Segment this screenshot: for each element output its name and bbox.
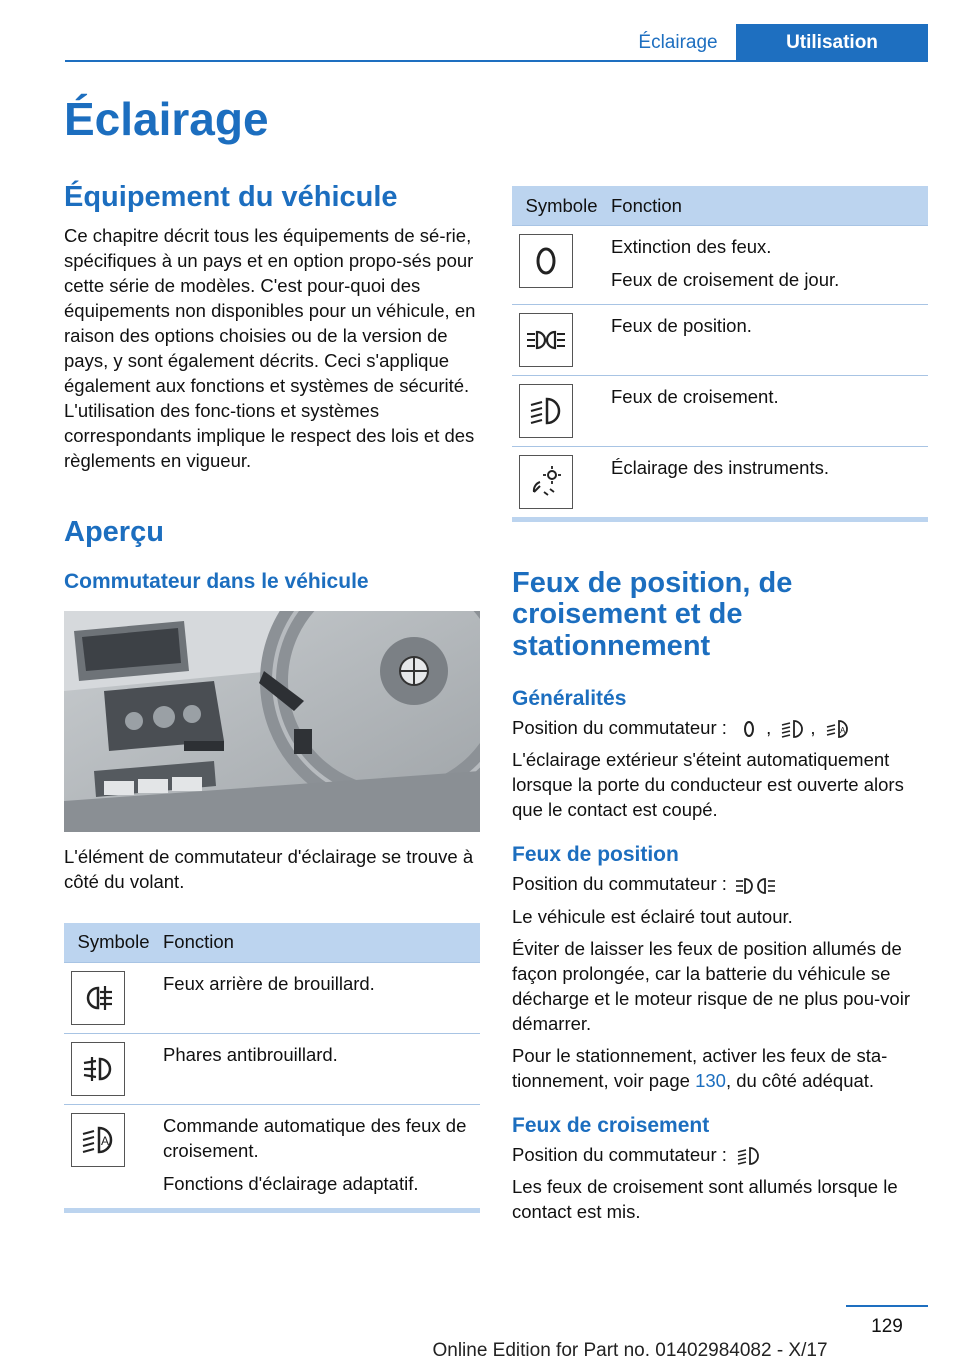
separator: , xyxy=(766,717,772,739)
low-beam-text: Les feux de croisement sont allumés lorsque le contact est mis. xyxy=(512,1175,898,1222)
svg-text:A: A xyxy=(101,1133,110,1148)
general-text: L'éclairage extérieur s'éteint automatiquement lorsque la porte du conducteur est ouverte alors que le contact est coupé. xyxy=(512,749,904,821)
header-section-tab[interactable]: Éclairage xyxy=(638,32,718,53)
header-rule xyxy=(65,60,928,62)
instrument-lighting-icon xyxy=(519,455,573,509)
parking-text-1: Le véhicule est éclairé tout autour. xyxy=(512,905,793,927)
dashboard-illustration xyxy=(64,611,480,832)
lights-off-icon xyxy=(519,234,573,288)
switch-position-label: Position du commutateur : xyxy=(512,873,727,895)
dashboard-photo xyxy=(64,611,480,832)
table-row xyxy=(64,1033,480,1104)
parking-text-3-before: Pour le stationnement, activer les feux de sta‐tionnement, voir page xyxy=(512,1044,888,1091)
automatic-headlight-icon xyxy=(823,718,853,740)
left-symbol-table xyxy=(64,923,480,1208)
row-text: Feux arrière de brouillard. xyxy=(163,972,375,994)
footer-edition: Online Edition for Part no. 01402984082 - X/17 xyxy=(432,1340,828,1361)
right-symbol-table xyxy=(512,186,928,517)
table-end-bar xyxy=(64,1208,480,1213)
footer-rule xyxy=(846,1305,928,1307)
parking-lights-icon xyxy=(734,875,778,897)
separator: , xyxy=(810,717,816,739)
general-switch-positions xyxy=(512,715,928,740)
rear-fog-light-icon xyxy=(71,971,125,1025)
table-row xyxy=(512,305,928,376)
col-function-header: Fonction xyxy=(611,186,928,226)
row-text: Feux de croisement. xyxy=(611,386,779,407)
row-text: Phares antibrouillard. xyxy=(163,1043,338,1065)
row-text: Éclairage des instruments. xyxy=(611,457,829,478)
switch-heading: Commutateur dans le véhicule xyxy=(64,569,369,593)
row-text: Feux de croisement de jour. xyxy=(611,269,840,290)
equipment-heading: Équipement du véhicule xyxy=(64,181,398,213)
lighting-section-heading: Feux de position, de croisement et de stationnement xyxy=(512,567,793,662)
page-number: 129 xyxy=(871,1316,903,1337)
low-beam-icon xyxy=(519,384,573,438)
table-row xyxy=(512,447,928,518)
low-beam-icon xyxy=(734,1145,764,1167)
low-beam-switch-position xyxy=(512,1142,928,1167)
header-chapter-tab[interactable]: Utilisation xyxy=(736,24,928,62)
table-row xyxy=(64,962,480,1033)
lights-off-icon xyxy=(734,718,764,740)
svg-text:A: A xyxy=(839,726,845,736)
table-row xyxy=(512,376,928,447)
page-title: Éclairage xyxy=(64,93,269,145)
col-symbol-header: Symbole xyxy=(512,186,611,226)
parking-text-2: Éviter de laisser les feux de position allumés de façon prolongée, car la batterie du véhicule se décharge et le moteur risque de ne plus pou‐voir démarrer. xyxy=(512,937,910,1034)
col-function-header: Fonction xyxy=(163,923,480,963)
row-text: Extinction des feux. xyxy=(611,236,772,257)
parking-lights-heading: Feux de position xyxy=(512,843,679,867)
equipment-text: Ce chapitre décrit tous les équipements de sé‐rie, spécifiques à un pays et en option propo‐sés pour cette série de modèles. C'est pour‐quoi des équipements non disponibles pour un véhicule, en raison des options choisies ou de la version de pays, y sont également décrits. Ceci s'applique également aux fonctions et systèmes de sécurité. L'utilisation des fonc‐tions et systèmes correspondants implique le respect des lois et des règlements en vigueur. xyxy=(64,225,476,472)
col-symbol-header: Symbole xyxy=(64,923,163,963)
table-row xyxy=(512,226,928,305)
row-text: Feux de position. xyxy=(611,315,752,336)
low-beam-icon xyxy=(778,718,808,740)
parking-text-3 xyxy=(512,1043,928,1093)
table-end-bar xyxy=(512,517,928,522)
general-heading: Généralités xyxy=(512,686,627,710)
row-text: Commande automatique des feux de croisement. xyxy=(163,1114,467,1161)
parking-text-3-after: , du côté adéquat. xyxy=(725,1069,875,1091)
parking-lights-icon xyxy=(519,313,573,367)
parking-switch-position xyxy=(512,871,928,896)
left-column xyxy=(64,182,480,1213)
front-fog-light-icon xyxy=(71,1042,125,1096)
overview-heading: Aperçu xyxy=(64,516,164,549)
row-text: Fonctions d'éclairage adaptatif. xyxy=(163,1172,419,1194)
switch-position-label: Position du commutateur : xyxy=(512,1143,727,1165)
page-reference-link[interactable]: 130 xyxy=(695,1069,726,1091)
automatic-headlight-icon xyxy=(71,1113,125,1167)
right-column xyxy=(512,186,928,1224)
low-beam-heading: Feux de croisement xyxy=(512,1113,710,1137)
table-row xyxy=(64,1104,480,1208)
switch-caption: L'élément de commutateur d'éclairage se trouve à côté du volant. xyxy=(64,845,474,892)
switch-position-label: Position du commutateur : xyxy=(512,717,727,739)
